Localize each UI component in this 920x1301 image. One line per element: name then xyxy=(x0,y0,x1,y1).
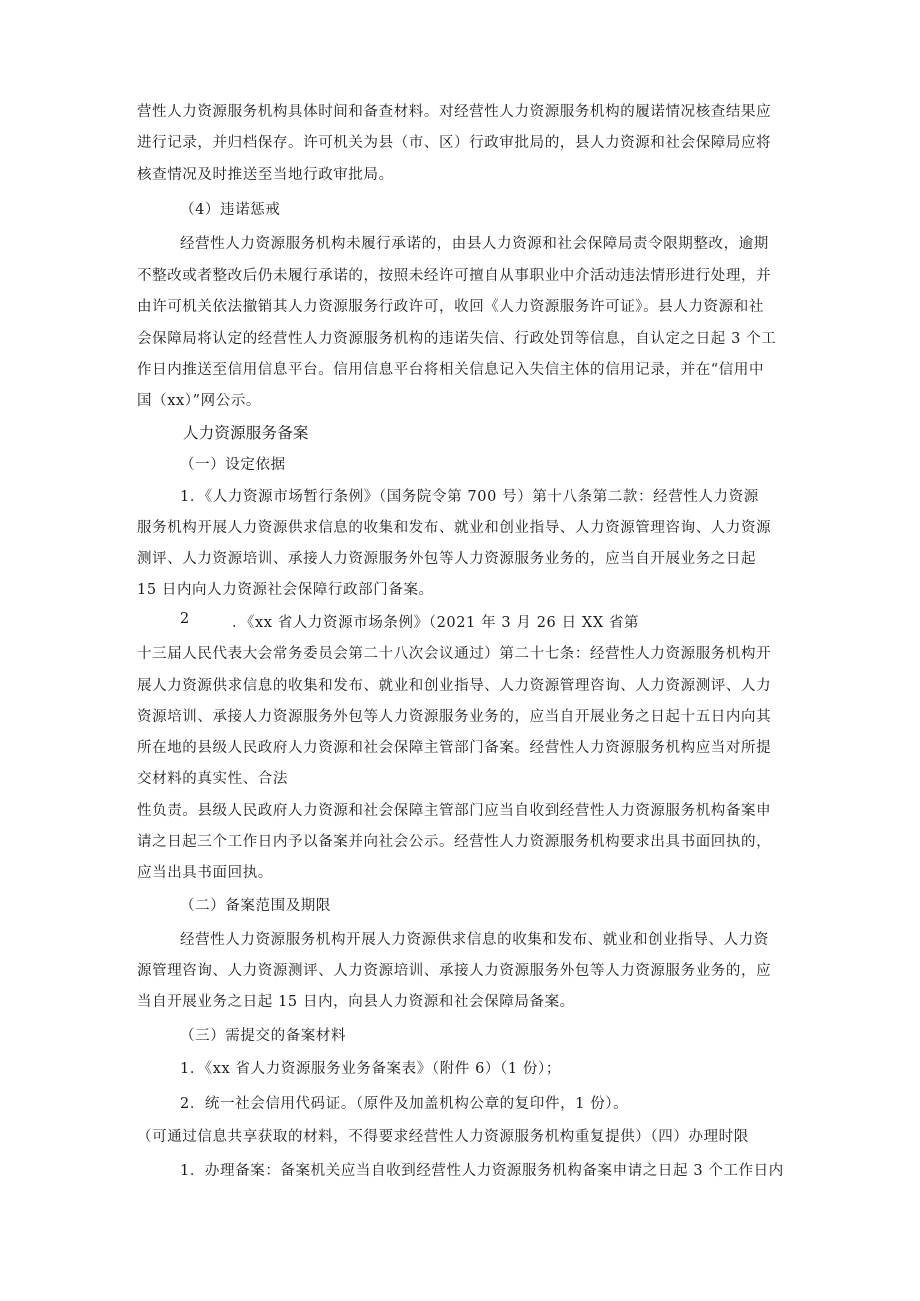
sub-heading: （一）设定依据 xyxy=(180,457,286,473)
body-text-line: 应当出具书面回执。 xyxy=(137,865,273,881)
body-text-line: 十三届人民代表大会常务委员会第二十八次会议通过）第二十七条：经营性人力资源服务机构开 xyxy=(137,646,772,662)
body-text-line: 1．《人力资源市场暂行条例》（国务院令第 700 号）第十八条第二款：经营性人力资源 xyxy=(180,489,759,505)
section-heading: 人力资源服务备案 xyxy=(183,424,309,442)
list-item: 1．办理备案：备案机关应当自收到经营性人力资源服务机构备案申请之日起 3 个工作日内 xyxy=(180,1163,784,1179)
list-number: 2 xyxy=(180,611,190,627)
body-text-line: 经营性人力资源服务机构开展人力资源供求信息的收集和发布、就业和创业指导、人力资 xyxy=(180,932,769,948)
body-text-line: ．《xx 省人力资源市场条例》（2021 年 3 月 26 日 XX 省第 xyxy=(232,615,640,631)
body-text-line: 展人力资源供求信息的收集和发布、就业和创业指导、人力资源管理咨询、人力资源测评、人力 xyxy=(137,678,772,694)
sub-heading: （二）备案范围及期限 xyxy=(180,898,331,914)
body-text-line: 进行记录，并归档保存。许可机关为县（市、区）行政审批局的，县人力资源和社会保障局应将 xyxy=(137,135,772,151)
body-text-line: 交材料的真实性、合法 xyxy=(137,771,288,787)
body-text-line: 测评、人力资源培训、承接人力资源服务外包等人力资源服务业务的，应当自开展业务之日起 xyxy=(137,551,757,567)
body-text-line: 资源培训、承接人力资源服务外包等人力资源服务业务的，应当自开展业务之日起十五日内向其 xyxy=(137,709,772,725)
body-text-line: 作日内推送至信用信息平台。信用信息平台将相关信息记入失信主体的信用记录，并在“信用中 xyxy=(137,362,765,378)
body-text-line: 会保障局将认定的经营性人力资源服务机构的违诺失信、行政处罚等信息，自认定之日起 3 个工 xyxy=(137,331,777,347)
body-text-line: （可通过信息共享获取的材料，不得要求经营性人力资源服务机构重复提供）（四）办理时限 xyxy=(137,1129,749,1145)
body-text-line: 性负责。县级人民政府人力资源和社会保障主管部门应当自收到经营性人力资源服务机构备案申 xyxy=(137,803,772,819)
list-item: 2．统一社会信用代码证。（原件及加盖机构公章的复印件，1 份）。 xyxy=(180,1096,629,1112)
body-text-line: 核查情况及时推送至当地行政审批局。 xyxy=(137,167,394,183)
body-text-line: 经营性人力资源服务机构未履行承诺的，由县人力资源和社会保障局责令限期整改，逾期 xyxy=(180,236,769,252)
body-text-line: 当自开展业务之日起 15 日内，向县人力资源和社会保障局备案。 xyxy=(137,994,575,1010)
body-text-line: 服务机构开展人力资源供求信息的收集和发布、就业和创业指导、人力资源管理咨询、人力资源 xyxy=(137,520,772,536)
body-text-line: 不整改或者整改后仍未履行承诺的，按照未经许可擅自从事职业中介活动违法情形进行处理，并 xyxy=(137,268,772,284)
sub-heading: （三）需提交的备案材料 xyxy=(180,1028,347,1044)
body-text-line: 由许可机关依法撤销其人力资源服务行政许可，收回《人力资源服务许可证》。县人力资源和社 xyxy=(137,299,764,315)
body-text-line: 源管理咨询、人力资源测评、人力资源培训、承接人力资源服务外包等人力资源服务业务的，应 xyxy=(137,963,772,979)
sub-heading: （4）违诺惩戒 xyxy=(180,202,281,218)
body-text-line: 15 日内向人力资源社会保障行政部门备案。 xyxy=(137,582,434,598)
body-text-line: 所在地的县级人民政府人力资源和社会保障主管部门备案。经营性人力资源服务机构应当对所提 xyxy=(137,740,772,756)
body-text-line: 国（xx）”网公示。 xyxy=(137,393,262,409)
body-text-line: 营性人力资源服务机构具体时间和备查材料。对经营性人力资源服务机构的履诺情况核查结果应 xyxy=(137,104,772,120)
list-item: 1．《xx 省人力资源服务业务备案表》（附件 6）（1 份）； xyxy=(180,1061,561,1077)
body-text-line: 请之日起三个工作日内予以备案并向社会公示。经营性人力资源服务机构要求出具书面回执的， xyxy=(137,834,772,850)
